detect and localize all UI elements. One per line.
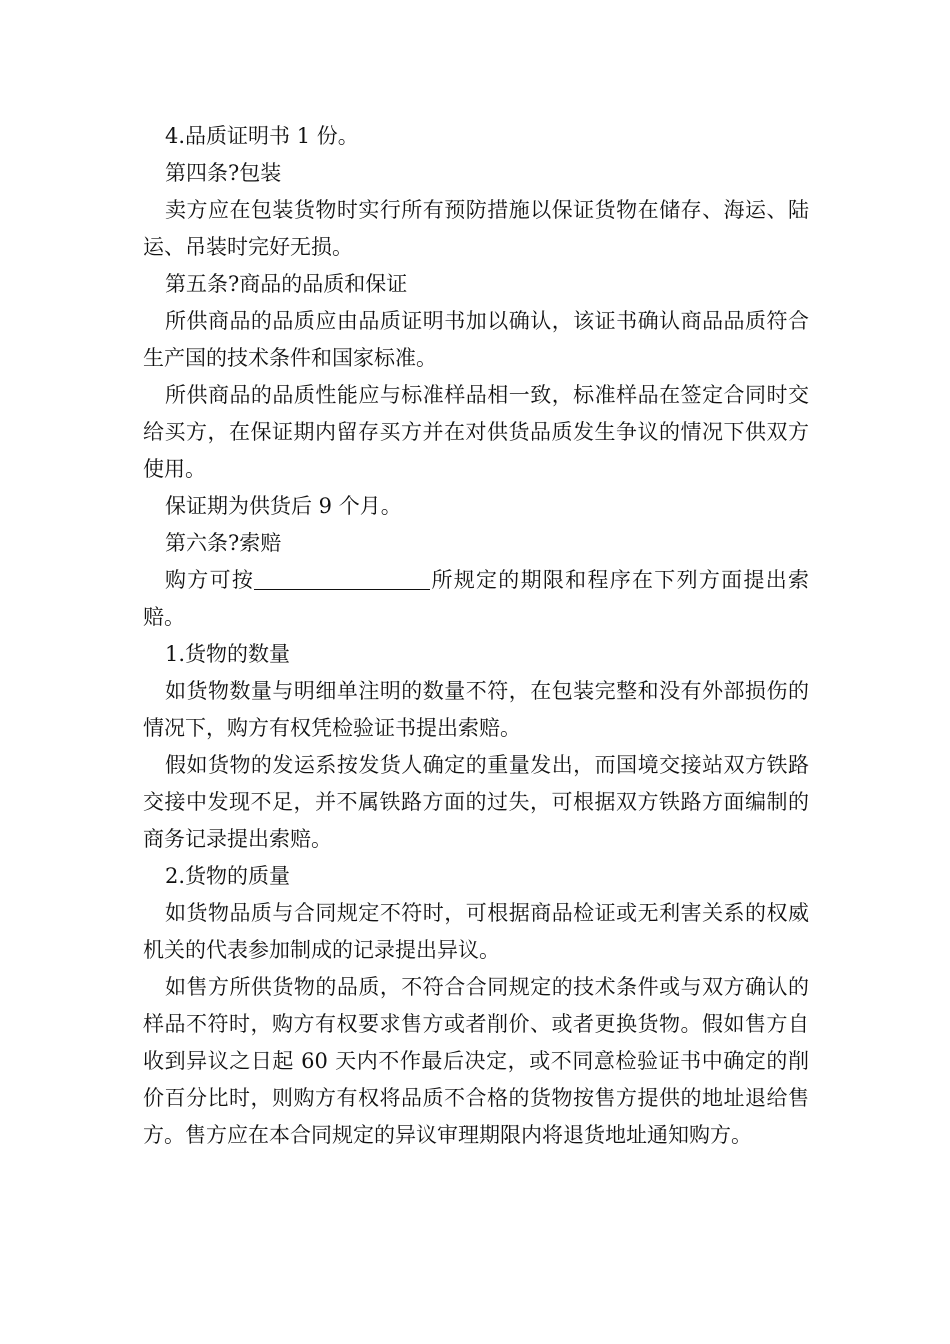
subheading-goods-quantity: 1.货物的数量: [165, 642, 291, 666]
paragraph-claims-intro: [143, 562, 809, 636]
section-heading-quality-guarantee: 第五条?商品的品质和保证: [165, 272, 408, 296]
paragraph-quality-remedy: 如售方所供货物的品质，不符合合同规定的技术条件或与双方确认的样品不符时，购方有权要求售方或者削价、或者更换货物。假如售方自收到异议之日起 60 天内不作最后决定，或不同意检验证书中确定的削价百分比时，则购方有权将品质不合格的货物按售方提供的地址退给售方。售方应在本合同规定的异议审理期限内将退货地址通知购方。: [143, 975, 809, 1147]
subheading-goods-quality: 2.货物的质量: [165, 864, 291, 888]
paragraph-quantity-mismatch: 如货物数量与明细单注明的数量不符，在包装完整和没有外部损伤的情况下，购方有权凭检验证书提出索赔。: [143, 679, 809, 740]
paragraph-quality-objection: 如货物品质与合同规定不符时，可根据商品检证或无利害关系的权威机关的代表参加制成的记录提出异议。: [143, 901, 809, 962]
paragraph-standard-sample: 所供商品的品质性能应与标准样品相一致，标准样品在签定合同时交给买方，在保证期内留存买方并在对供货品质发生争议的情况下供双方使用。: [143, 383, 809, 481]
paragraph-guarantee-period: 保证期为供货后 9 个月。: [165, 494, 402, 518]
paragraph-railway-shortage: 假如货物的发运系按发货人确定的重量发出，而国境交接站双方铁路交接中发现不足，并不属铁路方面的过失，可根据双方铁路方面编制的商务记录提出索赔。: [143, 753, 809, 851]
paragraph-quality-certificate: 所供商品的品质应由品质证明书加以确认，该证书确认商品品质符合生产国的技术条件和国家标准。: [143, 309, 809, 370]
section-heading-packaging: 第四条?包装: [165, 161, 282, 185]
document-body: [143, 118, 809, 1154]
claims-intro-before: 购方可按: [165, 568, 255, 592]
list-item-quality-certificate: 4.品质证明书 1 份。: [165, 124, 359, 148]
claims-intro-after: 所规定的期限和程序在下列方面提出索赔。: [143, 568, 810, 629]
fill-in-blank[interactable]: [254, 567, 430, 590]
paragraph-packaging: 卖方应在包装货物时实行所有预防措施以保证货物在储存、海运、陆运、吊装时完好无损。: [143, 198, 809, 259]
section-heading-claims: 第六条?索赔: [165, 531, 282, 555]
